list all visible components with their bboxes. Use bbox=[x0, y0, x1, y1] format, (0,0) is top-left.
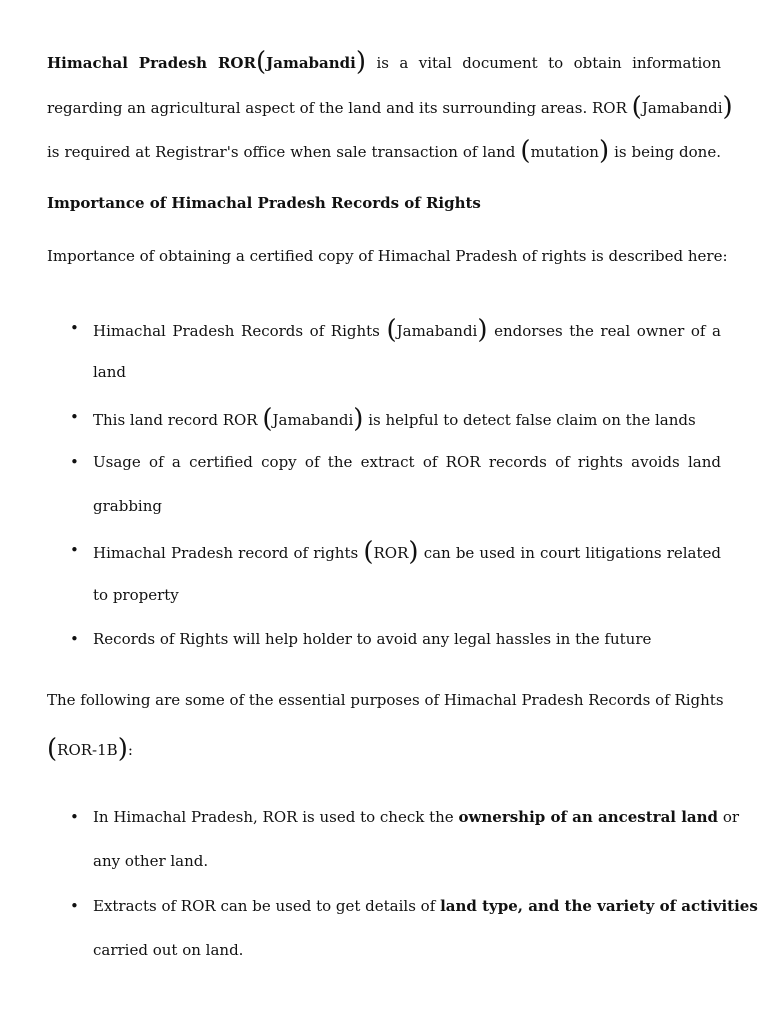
bullet-marker: • bbox=[70, 408, 79, 426]
list-item-3: Usage of a certified copy of the extract of ROR records of rights avoids land bbox=[93, 453, 721, 471]
intro-line-1: Himachal Pradesh ROR(Jamabandi) is a vital document to obtain information bbox=[47, 47, 721, 77]
section2-lead: The following are some of the essential purposes of Himachal Pradesh Records of Rights bbox=[47, 691, 724, 709]
list-item-5: Records of Rights will help holder to avoid any legal hassles in the future bbox=[93, 630, 652, 648]
list-item-1: Himachal Pradesh Records of Rights (Jamabandi) endorses the real owner of a bbox=[93, 315, 721, 345]
purpose-item-1-cont: any other land. bbox=[93, 852, 209, 870]
purpose-item-2: Extracts of ROR can be used to get details of land type, and the variety of activities bbox=[93, 897, 758, 915]
list-item-1-cont: land bbox=[93, 363, 127, 381]
purpose-item-1: In Himachal Pradesh, ROR is used to check the ownership of an ancestral land or bbox=[93, 808, 740, 826]
section-heading: Importance of Himachal Pradesh Records of Rights bbox=[47, 194, 481, 212]
bullet-marker: • bbox=[70, 541, 79, 559]
section2-lead-cont: (ROR-1B): bbox=[47, 734, 133, 764]
intro-line-3: is required at Registrar's office when sale transaction of land (mutation) is being done. bbox=[47, 136, 721, 166]
list-item-4-cont: to property bbox=[93, 586, 179, 604]
bullet-marker: • bbox=[70, 630, 79, 648]
section1-lead: Importance of obtaining a certified copy of Himachal Pradesh of rights is described here: bbox=[47, 247, 728, 265]
purpose-item-2-cont: carried out on land. bbox=[93, 941, 244, 959]
bullet-marker: • bbox=[70, 453, 79, 471]
bullet-marker: • bbox=[70, 319, 79, 337]
intro-title-bold: Himachal Pradesh ROR(Jamabandi) bbox=[47, 47, 366, 77]
bullet-marker: • bbox=[70, 808, 79, 826]
list-item-4: Himachal Pradesh record of rights (ROR) can be used in court litigations related bbox=[93, 537, 721, 567]
bullet-marker: • bbox=[70, 897, 79, 915]
intro-line-2: regarding an agricultural aspect of the land and its surrounding areas. ROR (Jamabandi) bbox=[47, 92, 733, 122]
list-item-3-cont: grabbing bbox=[93, 497, 162, 515]
list-item-2: This land record ROR (Jamabandi) is helpful to detect false claim on the lands bbox=[93, 404, 696, 434]
